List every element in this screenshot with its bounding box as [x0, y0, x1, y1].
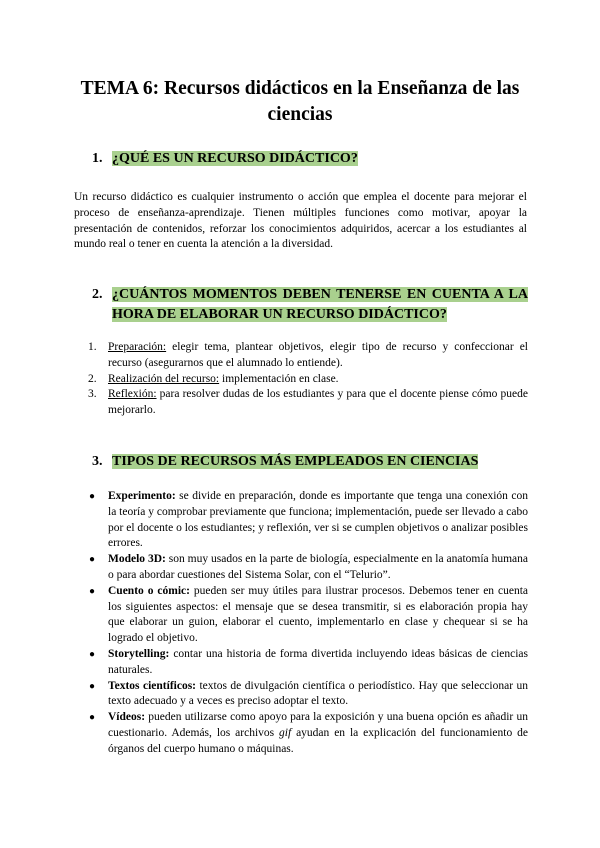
list-item	[88, 584, 528, 647]
section-1-paragraph: Un recurso didáctico es cualquier instrumento o acción que emplea el docente para mejorar el proceso de enseñanza-aprendizaje. Tienen múltiples funciones como motivar, apoyar la presentación de contenidos, reforzar los conocimientos adquiridos, acercar a los estudiantes al mundo real o tener en cuenta la atención a la diversidad.	[74, 191, 527, 251]
list-item-italic: gif	[279, 726, 292, 739]
moments-list	[88, 340, 528, 419]
page-title: TEMA 6: Recursos didácticos en la Enseñanza de las ciencias	[80, 78, 520, 125]
section-3-heading-text: TIPOS DE RECURSOS MÁS EMPLEADOS EN CIENCIAS	[112, 454, 479, 469]
list-item-term: Preparación:	[108, 341, 167, 353]
list-item-text: pueden ser muy útiles para ilustrar procesos. Debemos tener en cuenta los siguientes aspectos: el mensaje que se desea transmitir, si es elaboración propia hay que elaborar un guion, elaborar el cuento, implementarlo en clase y chequear si se ha logrado el objetivo.	[108, 584, 529, 645]
list-item	[88, 372, 528, 388]
list-item-number: 2.	[88, 372, 97, 385]
list-item	[88, 710, 528, 757]
bullet-icon: ●	[89, 712, 96, 724]
bullet-icon: ●	[89, 648, 96, 660]
list-item	[88, 679, 528, 711]
section-2-heading	[92, 285, 528, 325]
bullet-icon: ●	[89, 554, 96, 566]
list-item	[88, 647, 528, 679]
list-item-text: pueden utilizarse como apoyo para la exposición y una buena opción es añadir un cuestionario. Además, los archivos	[108, 711, 528, 739]
section-1-heading-text: ¿QUÉ ES UN RECURSO DIDÁCTICO?	[112, 151, 358, 166]
section-1-number: 1.	[92, 151, 103, 166]
list-item-term: Storytelling:	[108, 647, 170, 660]
list-item-term: Modelo 3D:	[108, 553, 166, 566]
list-item-text: ayudan en la explicación del funcionamiento de órganos del cuerpo humano o máquinas.	[108, 726, 528, 755]
list-item-text: contar una historia de forma divertida incluyendo ideas básicas de ciencias naturales.	[108, 647, 528, 676]
list-item-text: son muy usados en la parte de biología, especialmente en la anatomía humana o para abordar cuestiones del Sistema Solar, con el “Telurio”.	[108, 553, 528, 581]
list-item-term: Experimento:	[108, 490, 176, 502]
section-2-heading-text: ¿CUÁNTOS MOMENTOS DEBEN TENERSE EN CUENTA A LA HORA DE ELABORAR UN RECURSO DIDÁCTICO?	[112, 287, 528, 322]
section-3-number: 3.	[92, 454, 103, 469]
list-item	[88, 387, 528, 419]
list-item-term: Reflexión:	[108, 388, 157, 401]
list-item-text: implementación en clase.	[219, 372, 339, 385]
list-item-term: Textos científicos:	[108, 679, 197, 692]
list-item	[88, 340, 528, 372]
bullet-icon: ●	[89, 491, 96, 502]
list-item-term: Vídeos:	[108, 711, 146, 724]
list-item	[88, 489, 528, 552]
list-item-text: elegir tema, plantear objetivos, elegir tipo de recurso y confeccionar el recurso (asegurarnos que el alumnado lo entiende).	[108, 341, 528, 369]
bullet-icon: ●	[89, 585, 96, 597]
list-item-term: Cuento o cómic:	[108, 584, 190, 597]
list-item	[88, 552, 528, 584]
section-1-heading	[92, 149, 532, 169]
bullet-icon: ●	[89, 680, 96, 692]
list-item-text: se divide en preparación, donde es importante que tenga una conexión con la teoría y comprobar previamente que funciona; implementación, puede ser llevado a cabo por el docente o los estudiantes; y reflexión, ver si se cumplen objetivos o analizar posibles errores.	[108, 490, 528, 550]
list-item-term: Realización del recurso:	[108, 372, 220, 385]
list-item-number: 1.	[88, 341, 97, 353]
section-2-number: 2.	[92, 287, 103, 302]
section-3-heading	[92, 452, 532, 472]
list-item-text: para resolver dudas de los estudiantes y para que el docente piense cómo puede mejorarlo.	[108, 388, 528, 417]
list-item-number: 3.	[88, 388, 97, 401]
resource-types-list	[88, 489, 528, 758]
list-item-text: textos de divulgación científica o periodístico. Hay que seleccionar un texto adecuado y a veces es preciso adoptar el texto.	[108, 679, 528, 708]
